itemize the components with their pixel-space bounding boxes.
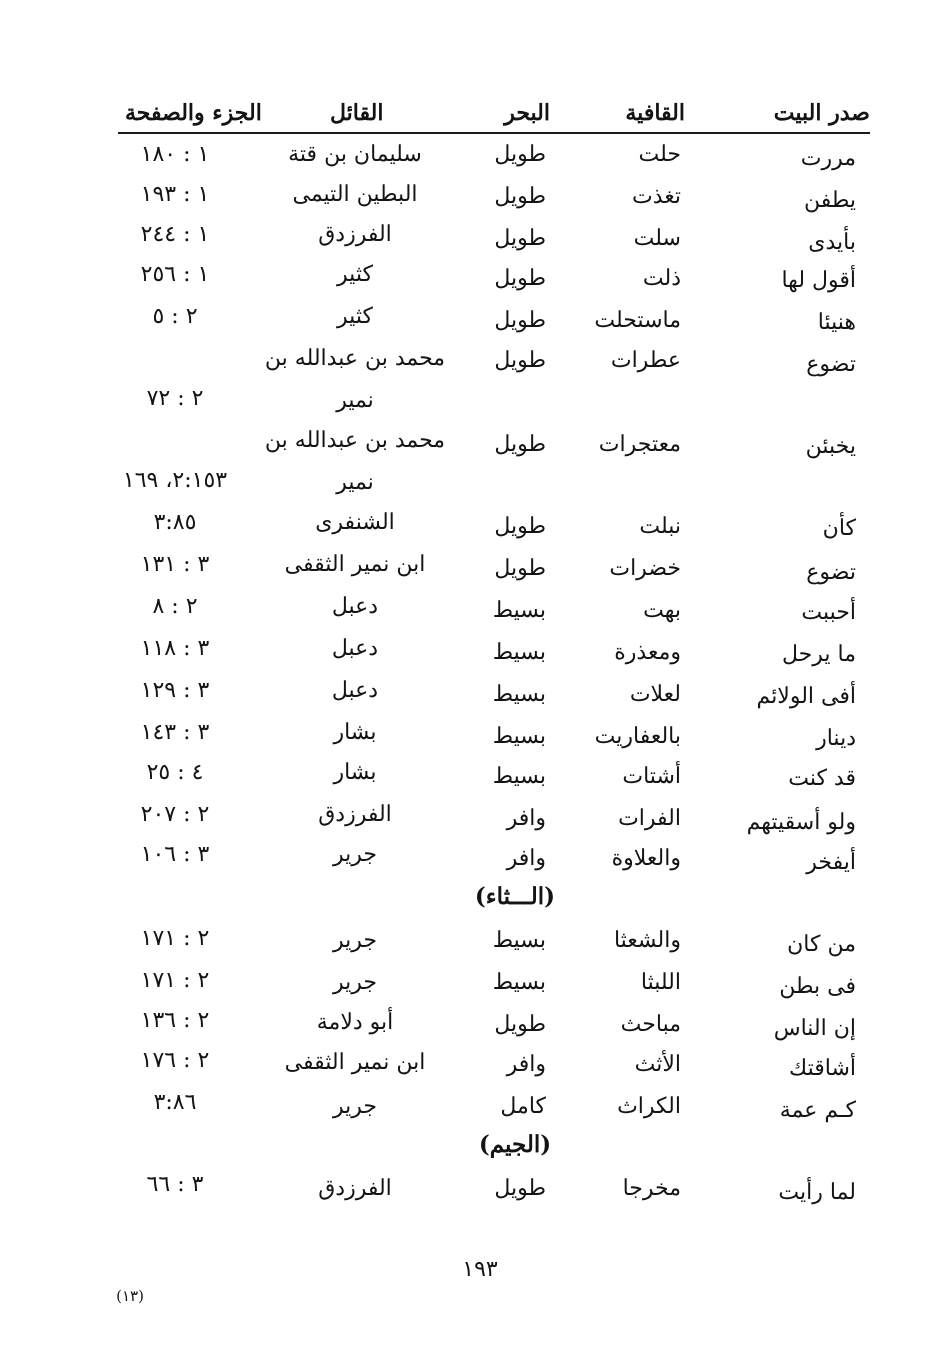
cell-qail: أبو دلامة (316, 1010, 394, 1035)
cell-qafia: مباحث (620, 1012, 681, 1037)
cell-juz: ٢ : ٧٢ (146, 386, 204, 411)
cell-juz: ٣ : ١٣١ (140, 552, 210, 577)
cell-qail: بشار (333, 720, 377, 745)
header-sadr: صدر البيت (773, 100, 870, 126)
cell-bahr: طويل (494, 556, 546, 581)
cell-sadr: أشاقتك (789, 1056, 856, 1081)
cell-juz: ١ : ١٩٣ (140, 182, 210, 207)
cell-sadr: دينار (816, 726, 856, 751)
cell-qafia: مخرجا (622, 1176, 681, 1201)
cell-sadr: تضوع (806, 352, 856, 377)
cell-bahr: طويل (494, 348, 546, 373)
page-number: ١٩٣ (462, 1257, 498, 1282)
cell-sadr: أقول لها (781, 268, 856, 293)
cell-qafia: الفرات (618, 806, 681, 831)
cell-sadr: كأن (822, 516, 856, 541)
cell-sadr: تضوع (806, 560, 856, 585)
cell-juz: ٢ : ١٧١ (140, 926, 210, 951)
cell-bahr: وافر (506, 1052, 546, 1077)
cell-bahr: بسيط (492, 970, 546, 995)
cell-qail: جرير (333, 970, 377, 995)
cell-qail: محمد بن عبدالله بن (264, 346, 446, 371)
cell-qail: الفرزدق (318, 802, 392, 827)
cell-sadr: مررت (800, 146, 856, 171)
cell-bahr: طويل (494, 514, 546, 539)
cell-qafia: ذلت (642, 266, 681, 291)
cell-qafia: والشعثا (613, 928, 681, 953)
cell-juz: ٣ : ١٢٩ (140, 678, 210, 703)
cell-sadr: أحببت (801, 600, 856, 625)
cell-qail: كثير (337, 304, 373, 329)
cell-bahr: طويل (494, 432, 546, 457)
cell-juz: ٢ : ١٧١ (140, 968, 210, 993)
cell-qail: جرير (333, 928, 377, 953)
cell-qail-continued: نمير (336, 470, 374, 495)
cell-juz: ١ : ٢٤٤ (140, 222, 210, 247)
cell-qail: محمد بن عبدالله بن (264, 428, 446, 453)
cell-qail-continued: نمير (336, 388, 374, 413)
cell-bahr: وافر (506, 806, 546, 831)
cell-bahr: طويل (494, 1012, 546, 1037)
cell-bahr: وافر (506, 846, 546, 871)
cell-sadr: إن الناس (773, 1016, 856, 1041)
cell-bahr: بسيط (492, 764, 546, 789)
cell-qail: الفرزدق (318, 222, 392, 247)
cell-bahr: بسيط (492, 598, 546, 623)
cell-bahr: طويل (494, 142, 546, 167)
cell-juz: ١ : ١٨٠ (140, 142, 210, 167)
cell-juz: ٣ : ١١٨ (140, 636, 210, 661)
cell-qail: كثير (337, 262, 373, 287)
cell-sadr: كـم عمة (779, 1098, 856, 1123)
cell-qail: دعبل (331, 636, 379, 661)
cell-juz: ٢ : ٨ (152, 594, 198, 619)
cell-qail: دعبل (331, 678, 379, 703)
cell-bahr: كامل (500, 1094, 546, 1119)
cell-bahr: بسيط (492, 724, 546, 749)
cell-bahr: طويل (494, 1176, 546, 1201)
cell-sadr: قد كنت (788, 766, 856, 791)
cell-juz: ٢ : ٢٠٧ (140, 802, 210, 827)
cell-qail: الفرزدق (318, 1176, 392, 1201)
cell-juz: ٤ : ٢٥ (146, 760, 204, 785)
cell-sadr: ولو أسقيتهم (746, 810, 856, 835)
cell-qafia: أشتات (622, 764, 681, 789)
header-qail: القائل (330, 100, 384, 126)
cell-qail: ابن نمير الثقفى (284, 552, 426, 577)
cell-qail: دعبل (331, 594, 379, 619)
cell-qafia: لعلات (629, 682, 681, 707)
cell-sadr: من كان (787, 932, 856, 957)
cell-juz: ٢ : ١٣٦ (140, 1008, 210, 1033)
cell-qafia: نبلت (639, 514, 681, 539)
cell-qafia: بالعفاريت (594, 724, 681, 749)
cell-qafia: ماستحلت (594, 308, 681, 333)
section-heading-tha: (الـــثاء) (474, 883, 556, 910)
header-juz: الجزء والصفحة (125, 100, 262, 126)
header-bahr: البحر (504, 100, 550, 126)
cell-qail: ابن نمير الثقفى (284, 1050, 426, 1075)
cell-sadr: بأيدى (808, 230, 856, 255)
cell-bahr: طويل (494, 308, 546, 333)
cell-juz: ١ : ٢٥٦ (140, 262, 210, 287)
cell-sadr: يخبئن (805, 434, 856, 459)
cell-qail: الشنفرى (315, 510, 395, 535)
cell-juz: ٣ : ١٤٣ (140, 720, 210, 745)
cell-juz: ٣ : ٦٦ (146, 1172, 204, 1197)
header-qafia: القافية (625, 100, 685, 126)
cell-qafia: الأثث (634, 1052, 681, 1077)
cell-bahr: طويل (494, 226, 546, 251)
section-heading-jim: (الجيم) (478, 1131, 552, 1158)
cell-juz: ٣ : ١٠٦ (140, 842, 210, 867)
cell-qafia: تغذت (632, 184, 681, 209)
cell-sadr: أيفخر (806, 850, 856, 875)
cell-sadr: هنيئا (817, 310, 856, 335)
cell-qafia: خضرات (609, 556, 681, 581)
cell-sadr: فى بطن (779, 974, 856, 999)
cell-qail: بشار (333, 760, 377, 785)
cell-qafia: حلت (638, 142, 681, 167)
cell-qafia: عطرات (610, 348, 681, 373)
cell-bahr: بسيط (492, 640, 546, 665)
signature-mark: (١٣) (116, 1287, 144, 1305)
cell-qail: البطين التيمى (292, 182, 418, 207)
cell-juz: ٢ : ١٧٦ (140, 1048, 210, 1073)
cell-sadr: ما يرحل (781, 642, 856, 667)
cell-juz: ٣:٨٥ (153, 510, 197, 535)
cell-qafia: معتجرات (598, 432, 681, 457)
cell-qail: جرير (333, 1094, 377, 1119)
cell-sadr: يطفن (803, 188, 856, 213)
cell-bahr: طويل (494, 266, 546, 291)
cell-juz: ٢ : ٥ (152, 304, 198, 329)
cell-qafia: ومعذرة (614, 640, 681, 665)
cell-sadr: لما رأيت (778, 1180, 856, 1205)
cell-qafia: بهت (643, 598, 681, 623)
cell-qafia: والعلاوة (611, 846, 681, 871)
cell-bahr: طويل (494, 184, 546, 209)
cell-qail: سليمان بن قتة (288, 142, 422, 167)
cell-qafia: الكراث (617, 1094, 681, 1119)
cell-qafia: سلت (633, 226, 681, 251)
cell-bahr: بسيط (492, 682, 546, 707)
cell-bahr: بسيط (492, 928, 546, 953)
cell-sadr: أفى الولائم (756, 684, 856, 709)
cell-qafia: اللبثا (640, 970, 681, 995)
cell-qail: جرير (333, 842, 377, 867)
cell-juz: ٣:٨٦ (153, 1090, 197, 1115)
cell-juz: ٢:١٥٣، ١٦٩ (122, 468, 228, 493)
